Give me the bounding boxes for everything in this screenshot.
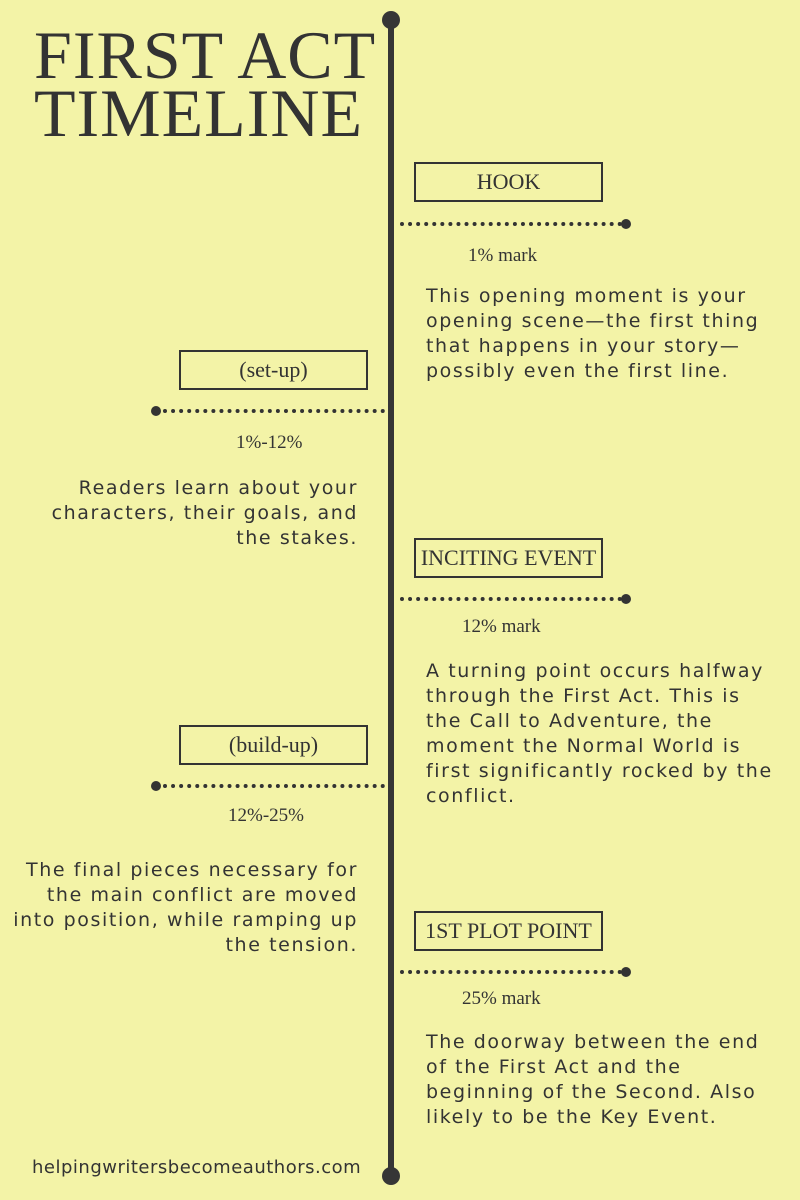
inciting-event-mark: 12% mark bbox=[462, 616, 541, 637]
buildup-mark: 12%-25% bbox=[228, 805, 304, 826]
inciting-event-label-box: INCITING EVENT bbox=[414, 538, 603, 578]
inciting-event-description: A turning point occurs halfway through the First Act. This is the Call to Adventure, the moment the Normal World is first significantly rocked by the conflict. bbox=[426, 660, 773, 807]
buildup-description: The final pieces necessary for the main conflict are moved into position, while ramping up the tension. bbox=[13, 859, 358, 956]
setup-description: Readers learn about your characters, their goals, and the stakes. bbox=[51, 477, 358, 549]
first-plot-point-connector bbox=[400, 970, 622, 974]
first-plot-point-mark: 25% mark bbox=[462, 988, 541, 1009]
inciting-event-connector bbox=[400, 597, 622, 601]
timeline-axis bbox=[388, 20, 394, 1177]
setup-mark: 1%-12% bbox=[236, 432, 303, 453]
timeline-end-dot bbox=[382, 1167, 400, 1185]
first-plot-point-marker-dot bbox=[621, 967, 631, 977]
setup-marker-dot bbox=[151, 406, 161, 416]
setup-label-box: (set-up) bbox=[179, 350, 368, 390]
title-line-2: TIMELINE bbox=[34, 75, 364, 151]
page-title bbox=[34, 17, 377, 151]
hook-description: This opening moment is your opening scene—the first thing that happens in your story—possibly even the first line. bbox=[426, 285, 760, 382]
hook-marker-dot bbox=[621, 219, 631, 229]
buildup-connector bbox=[163, 784, 385, 788]
hook-connector bbox=[400, 222, 622, 226]
timeline-start-dot bbox=[382, 11, 400, 29]
hook-label-box: HOOK bbox=[414, 162, 603, 202]
first-plot-point-label-box: 1ST PLOT POINT bbox=[414, 911, 603, 951]
buildup-marker-dot bbox=[151, 781, 161, 791]
buildup-label-box: (build-up) bbox=[179, 725, 368, 765]
site-url: helpingwritersbecomeauthors.com bbox=[32, 1157, 362, 1178]
inciting-event-marker-dot bbox=[621, 594, 631, 604]
first-plot-point-description: The doorway between the end of the First Act and the beginning of the Second. Also likely to be the Key Event. bbox=[426, 1031, 760, 1128]
hook-mark: 1% mark bbox=[468, 245, 538, 266]
setup-connector bbox=[163, 409, 385, 413]
title-line-1: FIRST ACT bbox=[34, 17, 377, 93]
